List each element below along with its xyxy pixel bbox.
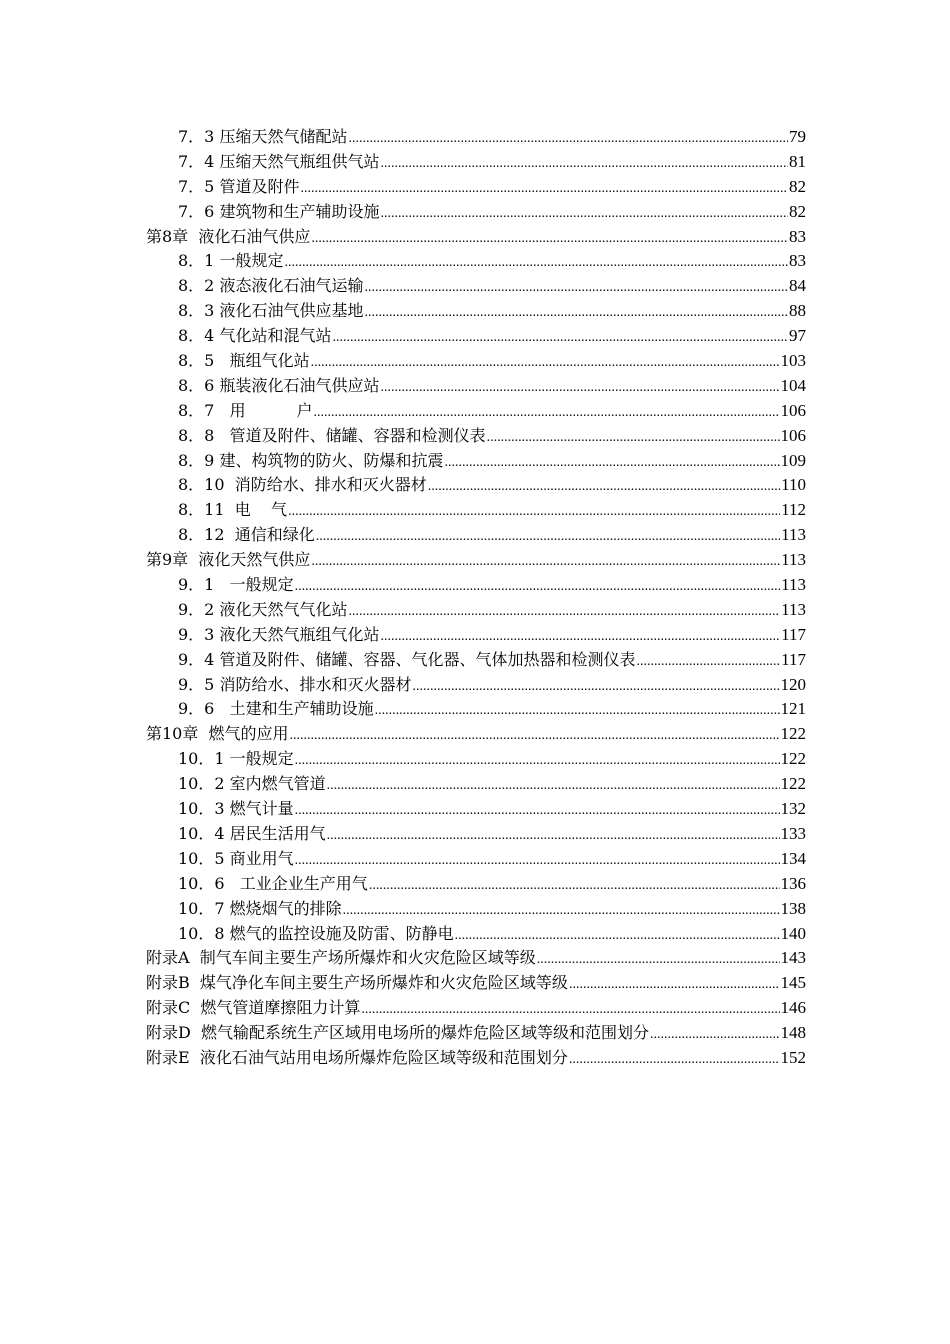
- toc-entry-title: 8．7 用 户: [178, 400, 313, 420]
- toc-dot-leader: [569, 973, 780, 998]
- toc-entry-title: 10．1 一般规定: [178, 749, 294, 769]
- toc-dot-leader: [343, 899, 780, 924]
- toc-section-entry[interactable]: [146, 872, 806, 897]
- toc-dot-leader: [348, 127, 788, 152]
- toc-page-number: 121: [780, 699, 806, 719]
- toc-page-number: 109: [780, 450, 806, 470]
- toc-page-number: 133: [780, 823, 806, 843]
- toc-entry-title: 7．6 建筑物和生产辅助设施: [178, 201, 380, 221]
- toc-entry-title: 9．5 消防给水、排水和灭火器材: [178, 674, 412, 694]
- toc-entry-title: 9．4 管道及附件、储罐、容器、气化器、气体加热器和检测仪表: [178, 649, 636, 669]
- toc-dot-leader: [444, 451, 779, 476]
- toc-chapter-entry[interactable]: [146, 722, 806, 747]
- toc-entry-title: 第8章 液化石油气供应: [146, 226, 311, 246]
- toc-dot-leader: [412, 675, 779, 700]
- toc-chapter-entry[interactable]: [146, 1046, 806, 1071]
- toc-section-entry[interactable]: [146, 747, 806, 772]
- toc-page-number: 82: [789, 176, 806, 196]
- toc-entry-title: 10．6 工业企业生产用气: [178, 873, 368, 893]
- toc-entry-title: 10．7 燃烧烟气的排除: [178, 898, 342, 918]
- toc-dot-leader: [380, 202, 788, 227]
- toc-dot-leader: [380, 152, 788, 177]
- toc-page-number: 117: [781, 624, 806, 644]
- toc-page-number: 83: [789, 251, 806, 271]
- toc-chapter-entry[interactable]: [146, 548, 806, 573]
- toc-entry-title: 7．5 管道及附件: [178, 176, 300, 196]
- toc-entry-title: 10．3 燃气计量: [178, 799, 294, 819]
- toc-entry-title: 8．2 液态液化石油气运输: [178, 276, 364, 296]
- toc-page-number: 97: [789, 326, 806, 346]
- toc-page-number: 122: [780, 774, 806, 794]
- toc-page-number: 110: [781, 475, 806, 495]
- toc-dot-leader: [295, 749, 780, 774]
- toc-section-entry[interactable]: [146, 473, 806, 498]
- toc-page-number: 134: [780, 848, 806, 868]
- toc-page-number: 138: [780, 898, 806, 918]
- toc-page-number: 120: [780, 674, 806, 694]
- toc-entry-title: 7．4 压缩天然气瓶组供气站: [178, 151, 380, 171]
- toc-dot-leader: [537, 948, 780, 973]
- toc-entry-title: 9．1 一般规定: [178, 575, 294, 595]
- toc-section-entry[interactable]: [146, 324, 806, 349]
- toc-entry-title: 8．12 通信和绿化: [178, 525, 315, 545]
- toc-page-number: 104: [780, 375, 806, 395]
- toc-chapter-entry[interactable]: [146, 946, 806, 971]
- toc-dot-leader: [316, 525, 780, 550]
- toc-section-entry[interactable]: [146, 150, 806, 175]
- toc-page-number: 113: [781, 525, 806, 545]
- toc-page-number: 82: [789, 201, 806, 221]
- toc-section-entry[interactable]: [146, 424, 806, 449]
- toc-section-entry[interactable]: [146, 922, 806, 947]
- toc-section-entry[interactable]: [146, 498, 806, 523]
- toc-section-entry[interactable]: [146, 249, 806, 274]
- toc-dot-leader: [650, 1023, 779, 1048]
- toc-section-entry[interactable]: [146, 449, 806, 474]
- toc-page-number: 143: [780, 948, 806, 968]
- toc-page-number: 146: [780, 998, 806, 1018]
- toc-entry-title: 10．5 商业用气: [178, 848, 294, 868]
- toc-entry-title: 8．6 瓶装液化石油气供应站: [178, 375, 380, 395]
- toc-dot-leader: [311, 227, 788, 252]
- toc-page-number: 88: [789, 301, 806, 321]
- toc-dot-leader: [636, 650, 780, 675]
- toc-page-number: 113: [781, 575, 806, 595]
- toc-entry-title: 附录B 煤气净化车间主要生产场所爆炸和火灾危险区域等级: [146, 973, 568, 993]
- toc-section-entry[interactable]: [146, 648, 806, 673]
- toc-entry-title: 8．4 气化站和混气站: [178, 326, 332, 346]
- toc-dot-leader: [380, 376, 779, 401]
- toc-dot-leader: [288, 500, 780, 525]
- toc-page-number: 106: [780, 400, 806, 420]
- toc-dot-leader: [380, 625, 780, 650]
- toc-entry-title: 9．3 液化天然气瓶组气化站: [178, 624, 380, 644]
- toc-section-entry[interactable]: [146, 847, 806, 872]
- toc-section-entry[interactable]: [146, 573, 806, 598]
- toc-section-entry[interactable]: [146, 797, 806, 822]
- toc-section-entry[interactable]: [146, 697, 806, 722]
- toc-section-entry[interactable]: [146, 399, 806, 424]
- toc-entry-title: 8．8 管道及附件、储罐、容器和检测仪表: [178, 425, 486, 445]
- toc-section-entry[interactable]: [146, 673, 806, 698]
- toc-entry-title: 10．2 室内燃气管道: [178, 774, 326, 794]
- toc-page-number: 79: [789, 127, 806, 146]
- toc-entry-title: 8．11 电 气: [178, 500, 288, 520]
- toc-page-number: 145: [780, 973, 806, 993]
- toc-entry-title: 9．6 土建和生产辅助设施: [178, 699, 374, 719]
- table-of-contents: [146, 125, 806, 1071]
- toc-entry-title: 第10章 燃气的应用: [146, 724, 289, 744]
- toc-dot-leader: [348, 600, 780, 625]
- toc-entry-title: 8．5 瓶组气化站: [178, 351, 310, 371]
- toc-section-entry[interactable]: [146, 623, 806, 648]
- toc-page-number: 122: [780, 724, 806, 744]
- toc-dot-leader: [332, 326, 788, 351]
- toc-page-number: 132: [780, 799, 806, 819]
- toc-dot-leader: [300, 177, 788, 202]
- toc-dot-leader: [290, 724, 780, 749]
- toc-entry-title: 8．1 一般规定: [178, 251, 284, 271]
- toc-dot-leader: [364, 301, 788, 326]
- toc-dot-leader: [313, 401, 779, 426]
- toc-entry-title: 8．3 液化石油气供应基地: [178, 301, 364, 321]
- toc-entry-title: 附录D 燃气输配系统生产区域用电场所的爆炸危险区域等级和范围划分: [146, 1023, 650, 1043]
- toc-page-number: 148: [780, 1023, 806, 1043]
- toc-page-number: 84: [789, 276, 806, 296]
- toc-page-number: 136: [780, 873, 806, 893]
- toc-dot-leader: [311, 351, 780, 376]
- toc-dot-leader: [487, 426, 780, 451]
- toc-page-number: 117: [781, 649, 806, 669]
- toc-page-number: 113: [781, 599, 806, 619]
- toc-dot-leader: [428, 475, 780, 500]
- toc-entry-title: 附录C 燃气管道摩擦阻力计算: [146, 998, 361, 1018]
- toc-page-number: 140: [780, 923, 806, 943]
- toc-page-number: 152: [780, 1047, 806, 1067]
- toc-section-entry[interactable]: [146, 523, 806, 548]
- toc-dot-leader: [375, 699, 780, 724]
- toc-chapter-entry[interactable]: [146, 1021, 806, 1046]
- toc-section-entry[interactable]: [146, 897, 806, 922]
- toc-entry-title: 7．3 压缩天然气储配站: [178, 127, 348, 146]
- toc-dot-leader: [295, 799, 780, 824]
- toc-page-number: 113: [781, 550, 806, 570]
- toc-dot-leader: [327, 824, 780, 849]
- toc-dot-leader: [369, 874, 780, 899]
- toc-page-number: 122: [780, 749, 806, 769]
- toc-page-number: 112: [781, 500, 806, 520]
- toc-chapter-entry[interactable]: [146, 971, 806, 996]
- toc-entry-title: 附录A 制气车间主要生产场所爆炸和火灾危险区域等级: [146, 948, 536, 968]
- toc-section-entry[interactable]: [146, 200, 806, 225]
- toc-entry-title: 10．4 居民生活用气: [178, 823, 326, 843]
- toc-page-number: 103: [780, 351, 806, 371]
- toc-page-number: 106: [780, 425, 806, 445]
- toc-dot-leader: [364, 276, 788, 301]
- toc-section-entry[interactable]: [146, 125, 806, 150]
- toc-dot-leader: [311, 550, 780, 575]
- toc-entry-title: 8．9 建、构筑物的防火、防爆和抗震: [178, 450, 444, 470]
- toc-dot-leader: [361, 998, 779, 1023]
- toc-entry-title: 附录E 液化石油气站用电场所爆炸危险区域等级和范围划分: [146, 1047, 568, 1067]
- toc-section-entry[interactable]: [146, 598, 806, 623]
- toc-chapter-entry[interactable]: [146, 225, 806, 250]
- toc-section-entry[interactable]: [146, 175, 806, 200]
- toc-section-entry[interactable]: [146, 374, 806, 399]
- toc-page-number: 81: [789, 151, 806, 171]
- toc-chapter-entry[interactable]: [146, 996, 806, 1021]
- toc-dot-leader: [327, 774, 780, 799]
- toc-entry-title: 9．2 液化天然气气化站: [178, 599, 348, 619]
- toc-dot-leader: [284, 251, 788, 276]
- toc-section-entry[interactable]: [146, 274, 806, 299]
- toc-entry-title: 10．8 燃气的监控设施及防雷、防静电: [178, 923, 454, 943]
- toc-dot-leader: [295, 575, 781, 600]
- toc-section-entry[interactable]: [146, 349, 806, 374]
- toc-entry-title: 8．10 消防给水、排水和灭火器材: [178, 475, 427, 495]
- toc-entry-title: 第9章 液化天然气供应: [146, 550, 311, 570]
- toc-section-entry[interactable]: [146, 822, 806, 847]
- toc-page-number: 83: [789, 226, 806, 246]
- toc-section-entry[interactable]: [146, 772, 806, 797]
- toc-section-entry[interactable]: [146, 299, 806, 324]
- toc-dot-leader: [295, 849, 780, 874]
- toc-dot-leader: [569, 1048, 780, 1073]
- toc-dot-leader: [455, 924, 780, 949]
